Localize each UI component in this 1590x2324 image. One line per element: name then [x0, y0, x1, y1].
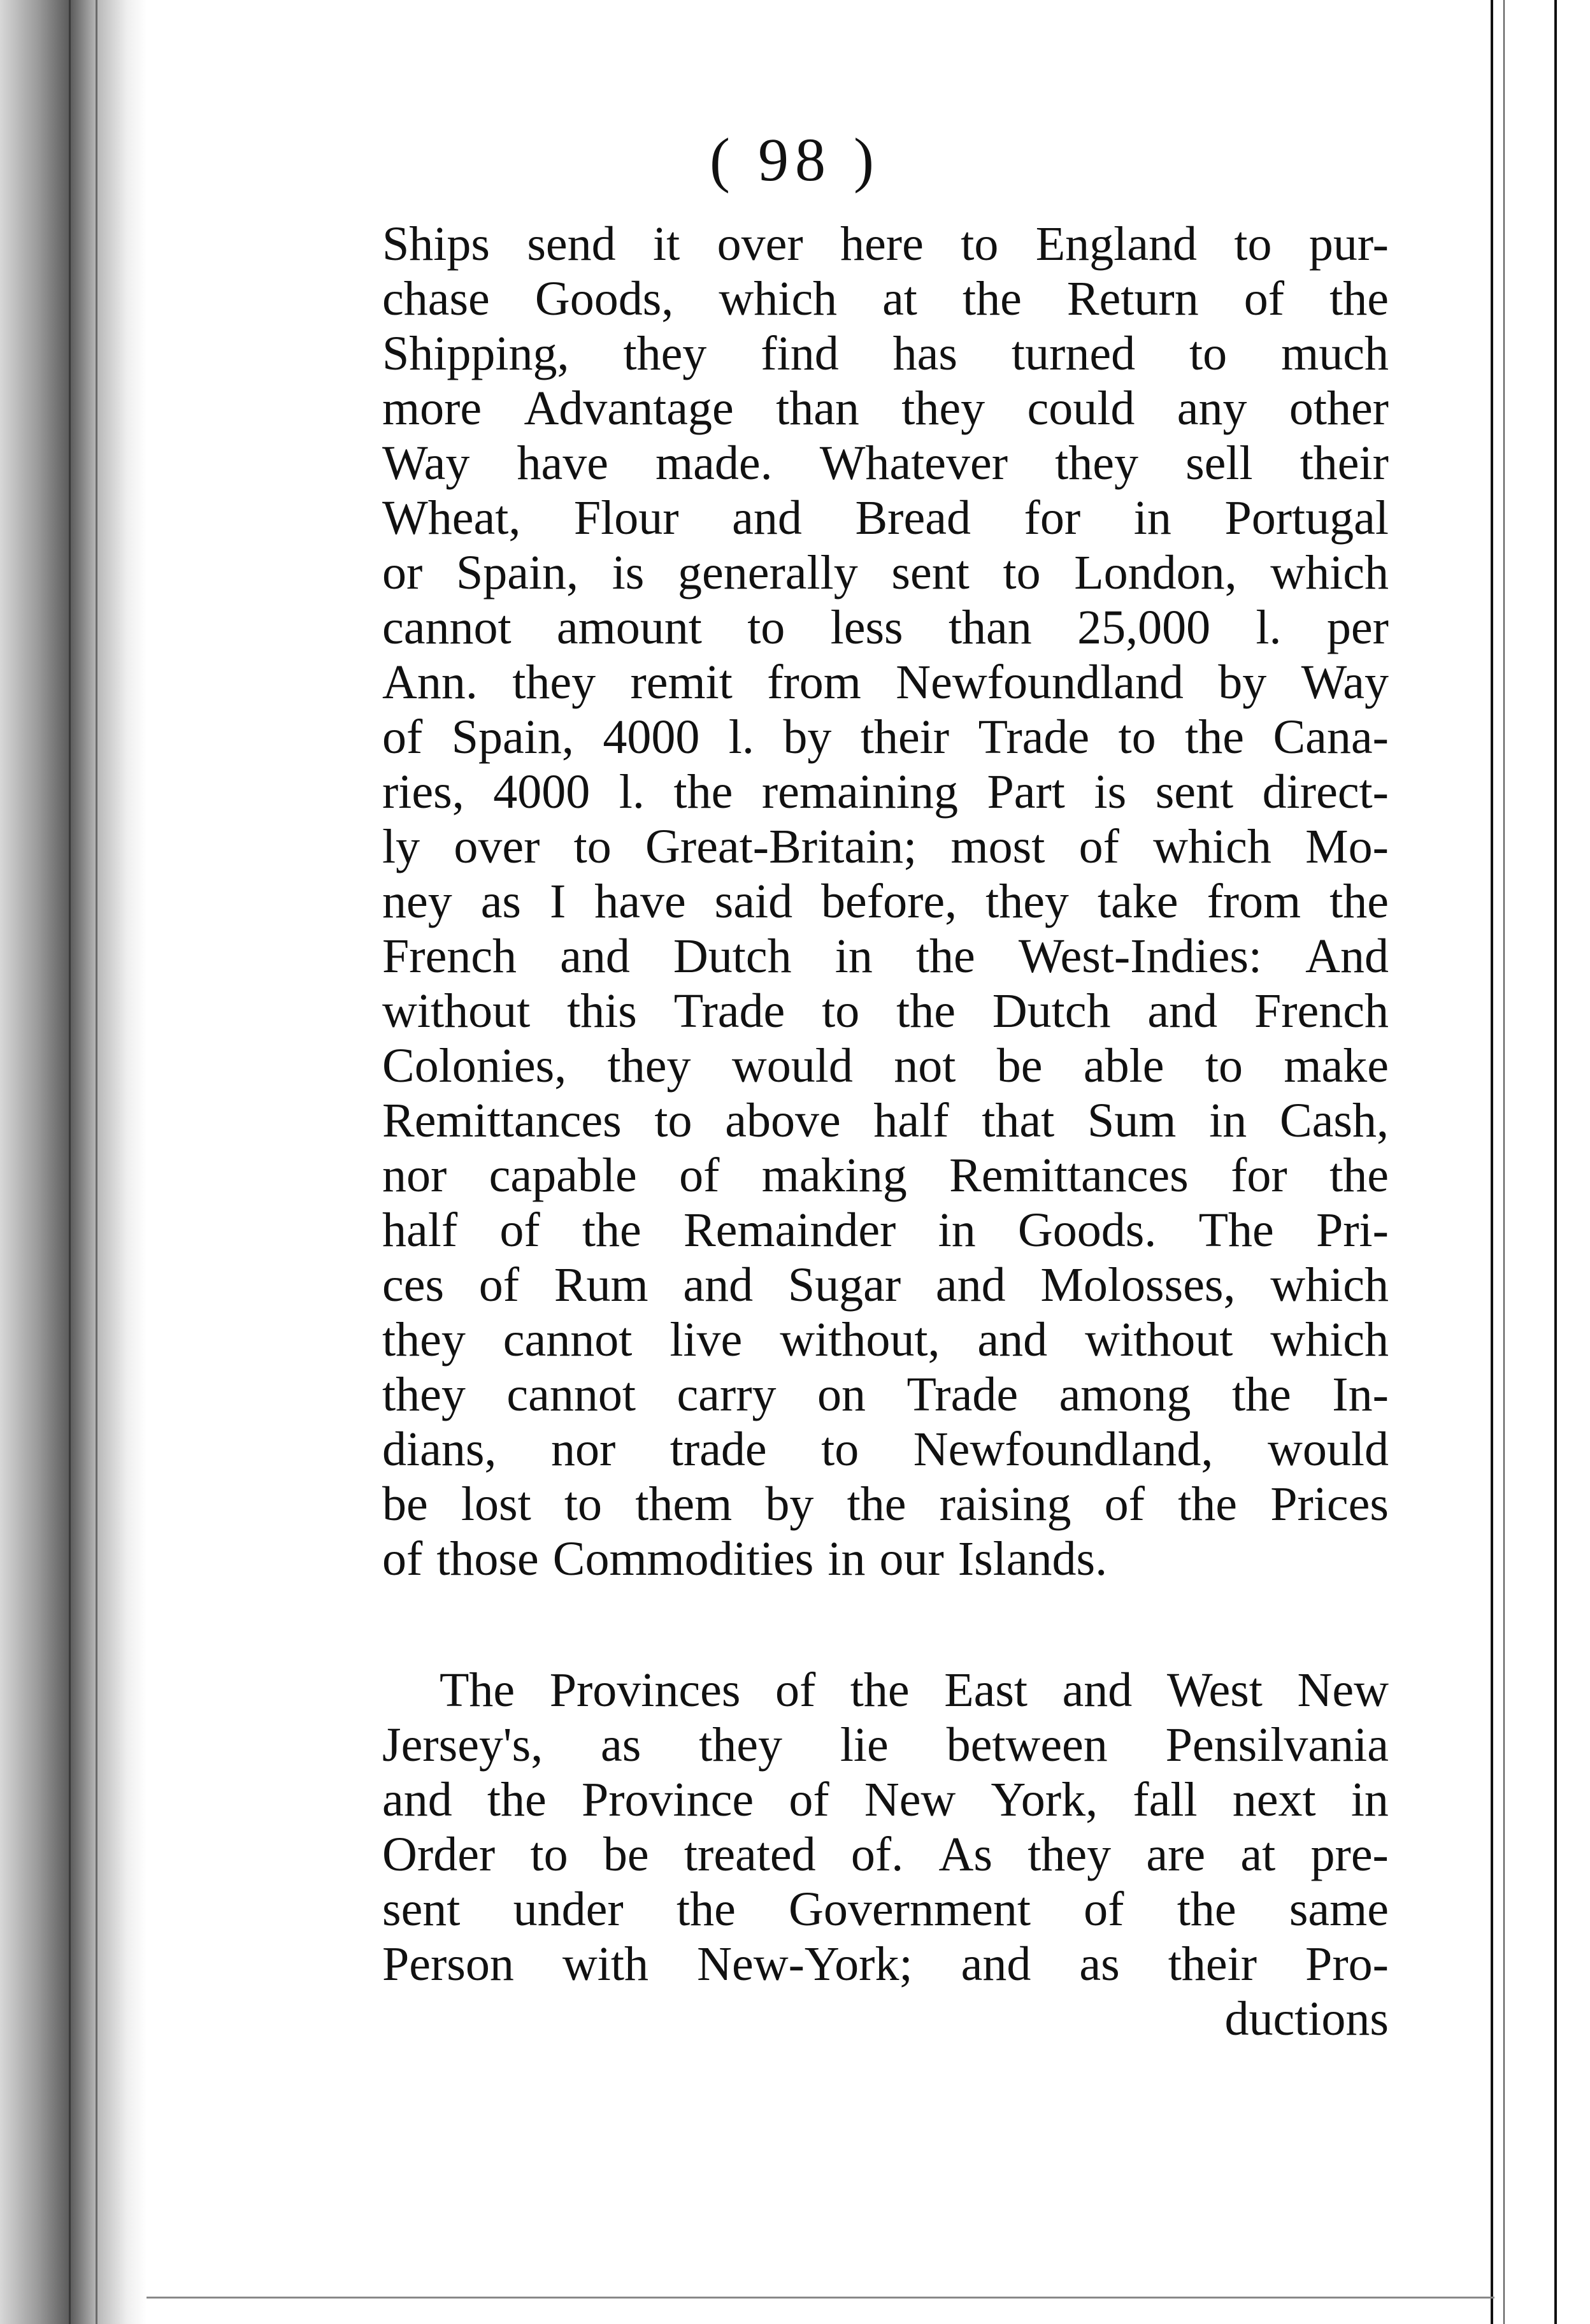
text-line — [382, 764, 1389, 819]
word: the — [1185, 710, 1244, 764]
word: Sugar — [787, 1258, 901, 1312]
word: and — [560, 929, 630, 983]
word: the — [1329, 272, 1389, 326]
word: and — [382, 1773, 452, 1826]
word: the — [915, 929, 975, 983]
word: by — [783, 710, 832, 764]
word: than — [948, 601, 1032, 654]
word: their — [1168, 1937, 1257, 1991]
text-line — [382, 984, 1389, 1038]
word: Person — [382, 1937, 514, 1991]
word: As — [938, 1828, 992, 1881]
word: In- — [1332, 1368, 1389, 1421]
catchword-line — [382, 1991, 1389, 2046]
word: their — [1300, 436, 1389, 490]
word: Prices — [1270, 1477, 1389, 1531]
word: in — [834, 929, 873, 983]
word: Whatever — [819, 436, 1008, 490]
word: carry — [677, 1368, 777, 1421]
word: sent — [891, 546, 970, 599]
word: have — [594, 875, 686, 928]
word: in — [1133, 491, 1171, 545]
word: Commodities — [552, 1532, 814, 1586]
word: have — [517, 436, 608, 490]
word: other — [1289, 382, 1389, 435]
word: to — [530, 1828, 568, 1881]
word: lie — [840, 1718, 889, 1772]
word: pur- — [1308, 217, 1389, 271]
word: or — [382, 546, 423, 599]
word: to — [1234, 217, 1272, 271]
word: generally — [678, 546, 858, 599]
word: be — [382, 1477, 428, 1531]
word: of — [382, 710, 423, 764]
word: they — [623, 327, 707, 380]
word: Return — [1066, 272, 1199, 326]
word: and — [935, 1258, 1006, 1312]
word: the — [896, 984, 956, 1038]
word: the — [1178, 1477, 1238, 1531]
word: to — [747, 601, 785, 654]
word: they — [512, 656, 596, 709]
word: The — [440, 1663, 515, 1717]
page-number: ( 98 ) — [710, 126, 880, 194]
word: Flour — [573, 491, 679, 545]
word: that — [982, 1094, 1055, 1147]
word: more — [382, 382, 482, 435]
word: Islands. — [957, 1532, 1108, 1586]
word: made. — [655, 436, 773, 490]
text-line — [382, 929, 1389, 984]
word: of — [1104, 1477, 1145, 1531]
word: of — [1243, 272, 1285, 326]
word: under — [513, 1883, 624, 1936]
word: on — [817, 1368, 866, 1421]
word: which — [1153, 820, 1271, 873]
word: raising — [939, 1477, 1071, 1531]
word: direct- — [1262, 765, 1389, 819]
word: live — [670, 1313, 743, 1366]
word: to — [564, 1477, 603, 1531]
page-bottom-edge — [147, 2297, 1494, 2299]
word: to — [961, 217, 999, 271]
word: of — [775, 1663, 816, 1717]
word: 4000 — [603, 710, 700, 764]
word: New — [1297, 1663, 1389, 1717]
word: they — [382, 1368, 466, 1421]
word: from — [1207, 875, 1301, 928]
word: remit — [630, 656, 733, 709]
word: in — [1350, 1773, 1389, 1826]
word: Goods, — [534, 272, 674, 326]
word: Trade — [906, 1368, 1019, 1421]
word: Bread — [855, 491, 971, 545]
word: before, — [821, 875, 957, 928]
word: of — [382, 1532, 423, 1586]
word: Great-Britain; — [645, 820, 917, 873]
word: cannot — [382, 601, 512, 654]
paragraph-gap — [382, 1586, 1389, 1663]
text-line — [382, 710, 1389, 764]
body-text — [382, 217, 1389, 2046]
word: Ships — [382, 217, 490, 271]
word: Remittances — [382, 1094, 622, 1147]
word: as — [601, 1718, 641, 1772]
word: Way — [1301, 656, 1389, 709]
word: French — [1254, 984, 1389, 1038]
word: Advantage — [524, 382, 734, 435]
word: for — [1231, 1149, 1287, 1202]
page-edge-line — [1503, 0, 1505, 2324]
book-gutter — [0, 0, 147, 2324]
word: England — [1035, 217, 1197, 271]
word: they — [1028, 1828, 1112, 1881]
word: treated — [684, 1828, 816, 1881]
word: which — [1270, 546, 1389, 599]
word: Colonies, — [382, 1039, 567, 1093]
word: they — [901, 382, 985, 435]
paragraph — [382, 1663, 1389, 1991]
word: and — [977, 1313, 1048, 1366]
text-line — [382, 1093, 1389, 1148]
word: of — [499, 1203, 540, 1257]
word: Remittances — [949, 1149, 1189, 1202]
text-line — [382, 1312, 1389, 1367]
word: take — [1097, 875, 1178, 928]
text-line — [382, 1258, 1389, 1312]
word: for — [1024, 491, 1081, 545]
text-line — [382, 1038, 1389, 1093]
word: Cana- — [1273, 710, 1389, 764]
word: by — [1218, 656, 1267, 709]
word: Ann. — [382, 656, 478, 709]
gutter-shadow-line — [96, 0, 97, 2324]
word: the — [1329, 1149, 1389, 1202]
word: to — [1205, 1039, 1243, 1093]
word: is — [1094, 765, 1127, 819]
word: ly — [382, 820, 420, 873]
word: sent — [1155, 765, 1234, 819]
word: they — [607, 1039, 691, 1093]
word: Province — [581, 1773, 754, 1826]
word: per — [1326, 601, 1389, 654]
word: French — [382, 929, 517, 983]
word: as — [1079, 1937, 1120, 1991]
word: of — [789, 1773, 829, 1826]
word: which — [1270, 1258, 1389, 1312]
word: has — [892, 327, 957, 380]
word: the — [582, 1203, 641, 1257]
word: nor — [382, 1149, 447, 1202]
word: trade — [670, 1423, 767, 1476]
word: fall — [1133, 1773, 1198, 1826]
word: at — [882, 272, 917, 326]
text-line — [382, 1148, 1389, 1203]
word: New — [864, 1773, 956, 1826]
word: l. — [1256, 601, 1282, 654]
word: dians, — [382, 1423, 497, 1476]
word: remaining — [761, 765, 958, 819]
word: cannot — [503, 1313, 633, 1366]
word: Government — [789, 1883, 1031, 1936]
word: they — [382, 1313, 466, 1366]
word: and — [683, 1258, 754, 1312]
word: The — [1198, 1203, 1274, 1257]
text-line — [382, 1422, 1389, 1477]
word: not — [894, 1039, 956, 1093]
text-line — [382, 600, 1389, 655]
word: sell — [1185, 436, 1253, 490]
word: than — [776, 382, 859, 435]
word: of. — [850, 1828, 904, 1881]
word: Way — [382, 436, 470, 490]
word: to — [654, 1094, 692, 1147]
word: the — [850, 1663, 910, 1717]
word: the — [676, 1883, 736, 1936]
word: are — [1146, 1828, 1206, 1881]
word: of — [1084, 1883, 1124, 1936]
word: cannot — [506, 1368, 636, 1421]
word: above — [725, 1094, 841, 1147]
word: find — [761, 327, 839, 380]
word: Pro- — [1305, 1937, 1389, 1991]
word: to — [573, 820, 612, 873]
word: l. — [619, 765, 645, 819]
word: and — [1147, 984, 1218, 1038]
word: over — [717, 217, 803, 271]
word: New-York; — [697, 1937, 913, 1991]
word: Spain, — [455, 546, 579, 599]
word: between — [946, 1718, 1108, 1772]
word: among — [1059, 1368, 1191, 1421]
word: the — [673, 765, 733, 819]
word: send — [527, 217, 616, 271]
word: would — [1267, 1423, 1389, 1476]
word: pre- — [1310, 1828, 1389, 1881]
word: Molosses, — [1040, 1258, 1236, 1312]
word: Spain, — [451, 710, 574, 764]
word: as — [480, 875, 521, 928]
word: Goods. — [1017, 1203, 1157, 1257]
word: them — [635, 1477, 733, 1531]
word: their — [860, 710, 950, 764]
word: without — [1085, 1313, 1233, 1366]
word: Trade — [673, 984, 785, 1038]
text-line — [382, 1663, 1389, 1718]
word: half — [873, 1094, 949, 1147]
word: making — [761, 1149, 907, 1202]
text-line — [382, 326, 1389, 381]
word: l. — [728, 710, 754, 764]
text-line — [382, 436, 1389, 491]
word: Provinces — [549, 1663, 741, 1717]
text-line — [382, 217, 1389, 271]
text-line — [382, 271, 1389, 326]
text-line — [382, 1531, 1389, 1586]
word: the — [847, 1477, 906, 1531]
text-line — [382, 1718, 1389, 1772]
word: in — [827, 1532, 866, 1586]
word: Jersey's, — [382, 1718, 543, 1772]
word: same — [1289, 1883, 1389, 1936]
word: Cash, — [1279, 1094, 1389, 1147]
word: 4000 — [493, 765, 591, 819]
word: by — [765, 1477, 814, 1531]
gutter-shadow-line — [69, 0, 71, 2324]
word: they — [985, 875, 1069, 928]
word: and — [1062, 1663, 1133, 1717]
word: from — [767, 656, 861, 709]
word: in — [1209, 1094, 1247, 1147]
word: much — [1281, 327, 1389, 380]
text-line — [382, 819, 1389, 874]
word: the — [1231, 1368, 1291, 1421]
word: of — [679, 1149, 720, 1202]
word: and — [732, 491, 802, 545]
word: I — [549, 875, 566, 928]
text-line — [382, 655, 1389, 710]
word: capable — [489, 1149, 637, 1202]
word: is — [612, 546, 645, 599]
word: be — [996, 1039, 1043, 1093]
word: the — [487, 1773, 547, 1826]
word: be — [603, 1828, 649, 1881]
word: would — [731, 1039, 853, 1093]
word: the — [1177, 1883, 1236, 1936]
word: the — [962, 272, 1022, 326]
word: able — [1083, 1039, 1164, 1093]
word: chase — [382, 272, 490, 326]
word: to — [1189, 327, 1228, 380]
word: they — [699, 1718, 782, 1772]
word: which — [1270, 1313, 1389, 1366]
word: over — [454, 820, 540, 873]
word: to — [821, 1423, 859, 1476]
word: Remainder — [683, 1203, 896, 1257]
page-edge-line — [1554, 0, 1557, 2324]
word: Dutch — [673, 929, 792, 983]
word: nor — [550, 1423, 616, 1476]
word: And — [1305, 929, 1389, 983]
word: here — [840, 217, 924, 271]
word: most — [950, 820, 1045, 873]
word: Trade — [978, 710, 1090, 764]
word: York, — [991, 1773, 1098, 1826]
word: Rum — [554, 1258, 648, 1312]
word: ries, — [382, 765, 464, 819]
word: West-Indies: — [1018, 929, 1263, 983]
word: this — [567, 984, 637, 1038]
word: turned — [1011, 327, 1136, 380]
word: to — [822, 984, 860, 1038]
word: sent — [382, 1883, 461, 1936]
word: of — [1078, 820, 1119, 873]
word: Dutch — [992, 984, 1111, 1038]
word: Mo- — [1305, 820, 1389, 873]
word: next — [1232, 1773, 1316, 1826]
word: of — [478, 1258, 520, 1312]
word: ney — [382, 875, 452, 928]
word: in — [938, 1203, 976, 1257]
word: lost — [461, 1477, 531, 1531]
text-line — [382, 1827, 1389, 1882]
word: half — [382, 1203, 458, 1257]
word: without — [382, 984, 531, 1038]
word: amount — [556, 601, 702, 654]
word: Shipping, — [382, 327, 569, 380]
text-line — [382, 1367, 1389, 1422]
text-line — [382, 1772, 1389, 1827]
word: West — [1166, 1663, 1263, 1717]
word: Order — [382, 1828, 496, 1881]
word: our — [879, 1532, 944, 1586]
text-line — [382, 874, 1389, 929]
word: Wheat, — [382, 491, 521, 545]
word: less — [830, 601, 903, 654]
word: could — [1027, 382, 1135, 435]
word: without, — [780, 1313, 940, 1366]
paragraph — [382, 217, 1389, 1586]
text-line — [382, 1882, 1389, 1937]
word: Newfoundland, — [913, 1423, 1214, 1476]
page-edge-line — [1491, 0, 1493, 2324]
word: at — [1240, 1828, 1276, 1881]
word: and — [961, 1937, 1031, 1991]
word: ces — [382, 1258, 445, 1312]
text-line — [382, 545, 1389, 600]
word: they — [1055, 436, 1138, 490]
word: Pensilvania — [1165, 1718, 1389, 1772]
word: which — [719, 272, 838, 326]
text-line — [382, 381, 1389, 436]
word: Portugal — [1224, 491, 1389, 545]
word: to — [1003, 546, 1041, 599]
word: it — [653, 217, 680, 271]
text-line — [382, 1937, 1389, 1991]
word: those — [436, 1532, 539, 1586]
word: any — [1177, 382, 1247, 435]
word: said — [714, 875, 793, 928]
word: East — [944, 1663, 1028, 1717]
word: to — [1118, 710, 1156, 764]
word: Newfoundland — [896, 656, 1184, 709]
word: 25,000 — [1077, 601, 1211, 654]
word: Sum — [1087, 1094, 1177, 1147]
word: the — [1329, 875, 1389, 928]
word: Pri- — [1315, 1203, 1389, 1257]
text-line — [382, 1477, 1389, 1531]
word: make — [1284, 1039, 1389, 1093]
catchword: ductions — [1224, 1992, 1389, 2046]
word: London, — [1074, 546, 1237, 599]
word: Part — [987, 765, 1065, 819]
text-line — [382, 1203, 1389, 1258]
word: with — [562, 1937, 649, 1991]
text-line — [382, 491, 1389, 545]
